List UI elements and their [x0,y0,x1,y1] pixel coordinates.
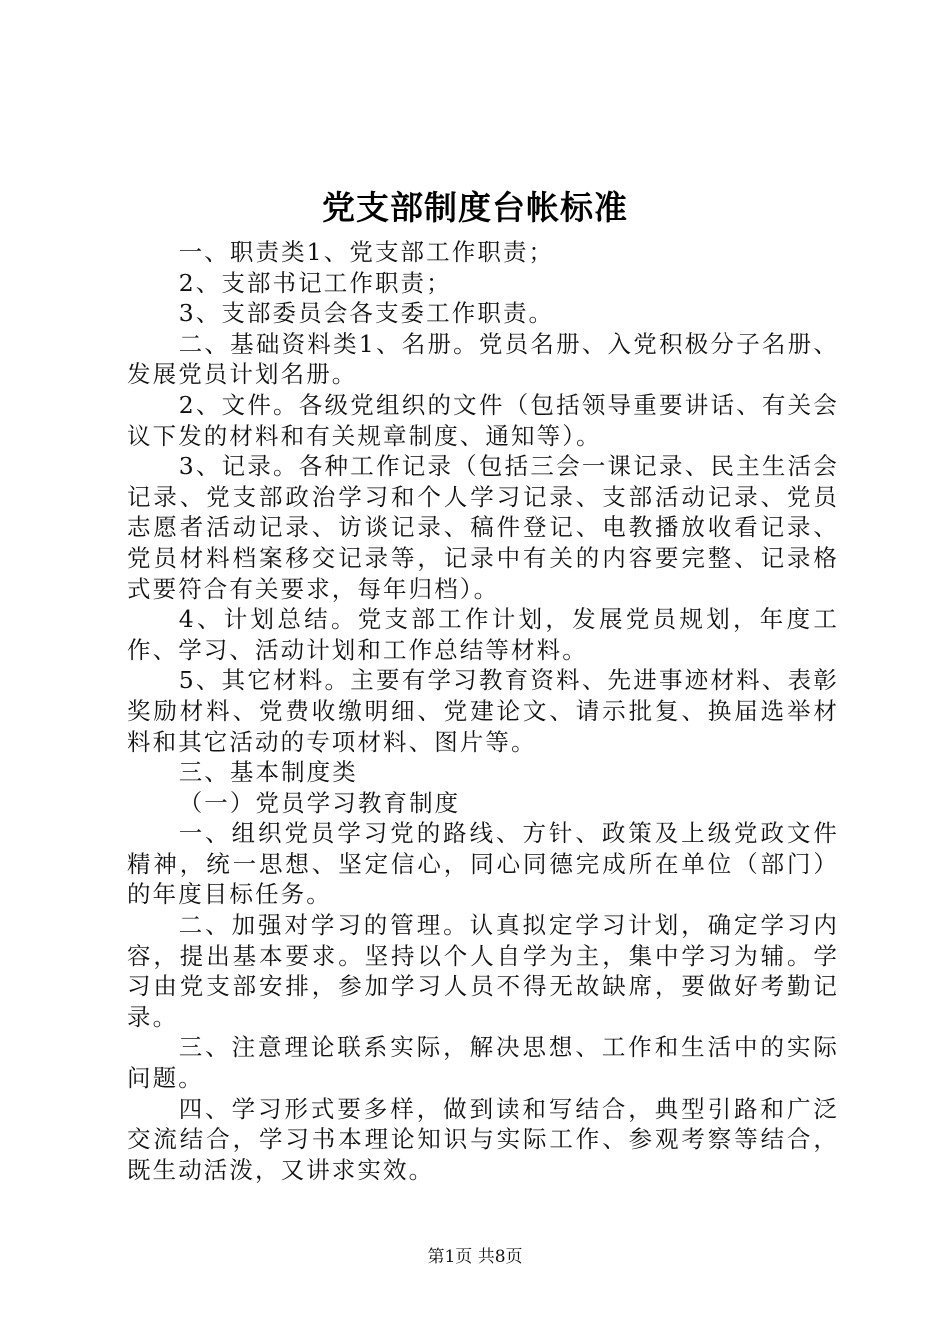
document-title: 党支部制度台帐标准 [322,188,628,227]
paragraph: 4、计划总结。党支部工作计划，发展党员规划，年度工作、学习、活动计划和工作总结等材料。 [127,605,839,664]
document-body [127,237,839,1185]
paragraph: 一、职责类1、党支部工作职责； [178,238,555,266]
paragraph: 三、注意理论联系实际，解决思想、工作和生活中的实际问题。 [127,1033,839,1093]
paragraph: 二、加强对学习的管理。认真拟定学习计划，确定学习内容，提出基本要求。坚持以个人自学为主，集中学习为辅。学习由党支部安排，参加学习人员不得无故缺席，要做好考勤记录。 [127,911,839,1031]
paragraph: 四、学习形式要多样，做到读和写结合，典型引路和广泛交流结合，学习书本理论知识与实际工作、参观考察等结合，既生动活泼，又讲求实效。 [127,1094,839,1184]
page-number-footer: 第1页 共8页 [427,1247,523,1267]
paragraph: 5、其它材料。主要有学习教育资料、先进事迹材料、表彰奖励材料、党费收缴明细、党建论文、请示批复、换届选举材料和其它活动的专项材料、图片等。 [127,666,839,756]
paragraph: 三、基本制度类 [178,758,358,787]
paragraph: 3、支部委员会各支委工作职责。 [178,299,555,328]
paragraph: （一）党员学习教育制度 [178,788,461,817]
paragraph: 2、支部书记工作职责； [178,268,452,297]
paragraph: 一、组织党员学习党的路线、方针、政策及上级党政文件精神，统一思想、坚定信心，同心同德完成所在单位（部门）的年度目标任务。 [127,819,839,909]
paragraph: 2、文件。各级党组织的文件（包括领导重要讲话、有关会议下发的材料和有关规章制度、通知等）。 [127,390,839,450]
paragraph: 3、记录。各种工作记录（包括三会一课记录、民主生活会记录、党支部政治学习和个人学习记录、支部活动记录、党员志愿者活动记录、访谈记录、稿件登记、电教播放收看记录、党员材料档案移交记录等，记录中有关的内容要完整、记录格式要符合有关要求，每年归档）。 [127,452,839,603]
paragraph: 二、基础资料类1、名册。党员名册、入党积极分子名册、发展党员计划名册。 [127,329,839,389]
